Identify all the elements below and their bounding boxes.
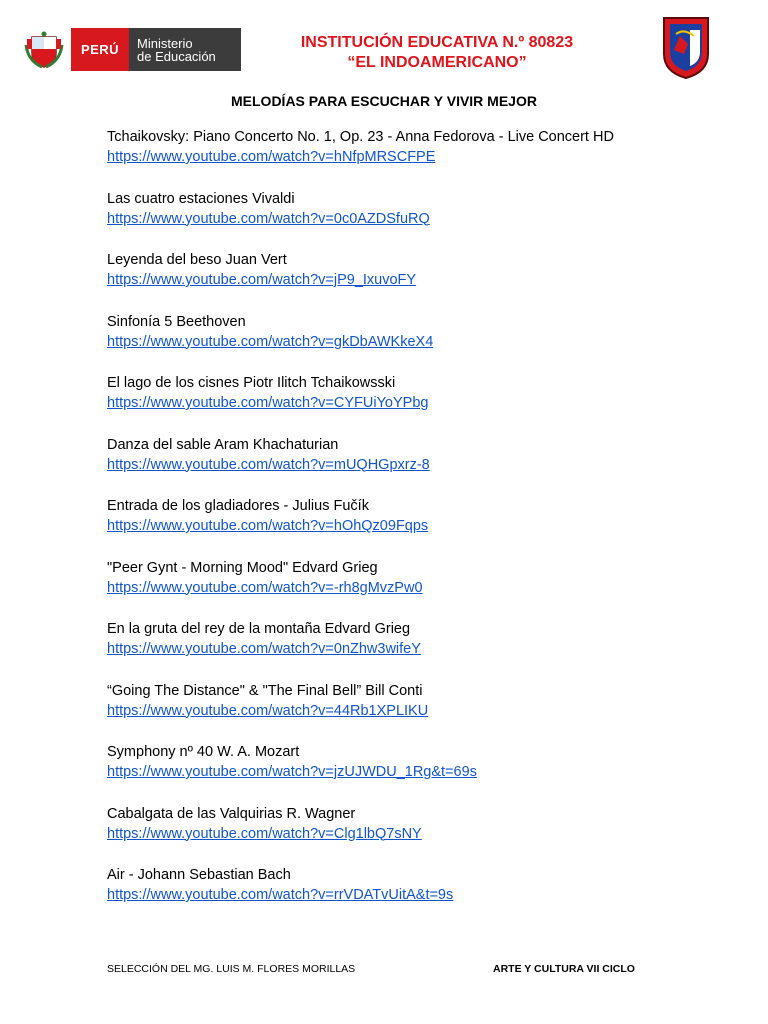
melody-name: Danza del sable Aram Khachaturian <box>107 436 339 453</box>
ministry-line-1: Ministerio <box>137 35 193 51</box>
melody-name: "Peer Gynt - Morning Mood" Edvard Grieg <box>107 559 378 576</box>
school-name-line-1: INSTITUCIÓN EDUCATIVA N.º 80823 <box>300 34 574 51</box>
footer-course: ARTE Y CULTURA VII CICLO <box>493 963 635 975</box>
melody-name: Symphony nº 40 W. A. Mozart <box>107 744 300 760</box>
list-item <box>107 373 667 435</box>
youtube-link[interactable]: https://www.youtube.com/watch?v=44Rb1XPLIKU <box>107 702 429 719</box>
list-item <box>107 742 667 804</box>
list-item <box>107 127 667 189</box>
melody-name: El lago de los cisnes Piotr Ilitch Tchaikowsski <box>107 375 396 391</box>
ministry-line-2: de Educación <box>137 48 216 64</box>
youtube-link[interactable]: https://www.youtube.com/watch?v=0c0AZDSfuRQ <box>107 210 430 227</box>
list-item <box>107 189 667 251</box>
melody-name: Tchaikovsky: Piano Concerto No. 1, Op. 23 - Anna Fedorova - Live Concert HD <box>107 129 614 145</box>
melody-list <box>107 127 667 927</box>
list-item <box>107 435 667 497</box>
ministry-logo <box>129 28 241 71</box>
list-item <box>107 619 667 681</box>
youtube-link[interactable]: https://www.youtube.com/watch?v=jP9_IxuvoFY <box>107 272 417 288</box>
youtube-link[interactable]: https://www.youtube.com/watch?v=0nZhw3wifeY <box>107 641 421 657</box>
list-item <box>107 681 667 743</box>
melody-name: Leyenda del beso Juan Vert <box>107 252 287 268</box>
youtube-link[interactable]: https://www.youtube.com/watch?v=CYFUiYoYPbg <box>107 395 429 411</box>
youtube-link[interactable]: https://www.youtube.com/watch?v=-rh8gMvzPw0 <box>107 579 423 596</box>
list-item <box>107 250 667 312</box>
youtube-link[interactable]: https://www.youtube.com/watch?v=jzUJWDU_1Rg&t=69s <box>107 764 477 780</box>
footer-credit: SELECCIÓN DEL MG. LUIS M. FLORES MORILLAS <box>107 963 356 975</box>
melody-name: En la gruta del rey de la montaña Edvard Grieg <box>107 621 411 637</box>
youtube-link[interactable]: https://www.youtube.com/watch?v=gkDbAWKkeX4 <box>107 333 434 350</box>
melody-name: Las cuatro estaciones Vivaldi <box>107 190 295 207</box>
list-item <box>107 496 667 558</box>
list-item <box>107 865 667 927</box>
youtube-link[interactable]: https://www.youtube.com/watch?v=hNfpMRSCFPE <box>107 149 436 165</box>
melody-name: “Going The Distance" & "The Final Bell” Bill Conti <box>107 682 423 699</box>
document-title: MELODÍAS PARA ESCUCHAR Y VIVIR MEJOR <box>231 93 537 109</box>
school-title <box>262 33 612 73</box>
peru-logo <box>71 28 129 71</box>
melody-name: Air - Johann Sebastian Bach <box>107 867 291 883</box>
school-name-line-2: “EL INDOAMERICANO” <box>347 54 527 71</box>
youtube-link[interactable]: https://www.youtube.com/watch?v=rrVDATvUitA&t=9s <box>107 887 454 903</box>
list-item <box>107 558 667 620</box>
youtube-link[interactable]: https://www.youtube.com/watch?v=mUQHGpxrz-8 <box>107 456 430 473</box>
melody-name: Sinfonía 5 Beethoven <box>107 313 246 330</box>
peru-label: PERÚ <box>80 42 120 57</box>
list-item <box>107 804 667 866</box>
melody-name: Cabalgata de las Valquirias R. Wagner <box>107 805 356 822</box>
peru-coat-of-arms-icon <box>24 31 64 69</box>
list-item <box>107 312 667 374</box>
document-header <box>0 0 768 90</box>
youtube-link[interactable]: https://www.youtube.com/watch?v=hOhQz09Fqps <box>107 518 429 534</box>
school-crest-icon <box>660 14 712 80</box>
melody-name: Entrada de los gladiadores - Julius Fučík <box>107 498 369 514</box>
youtube-link[interactable]: https://www.youtube.com/watch?v=Clg1lbQ7sNY <box>107 825 422 842</box>
